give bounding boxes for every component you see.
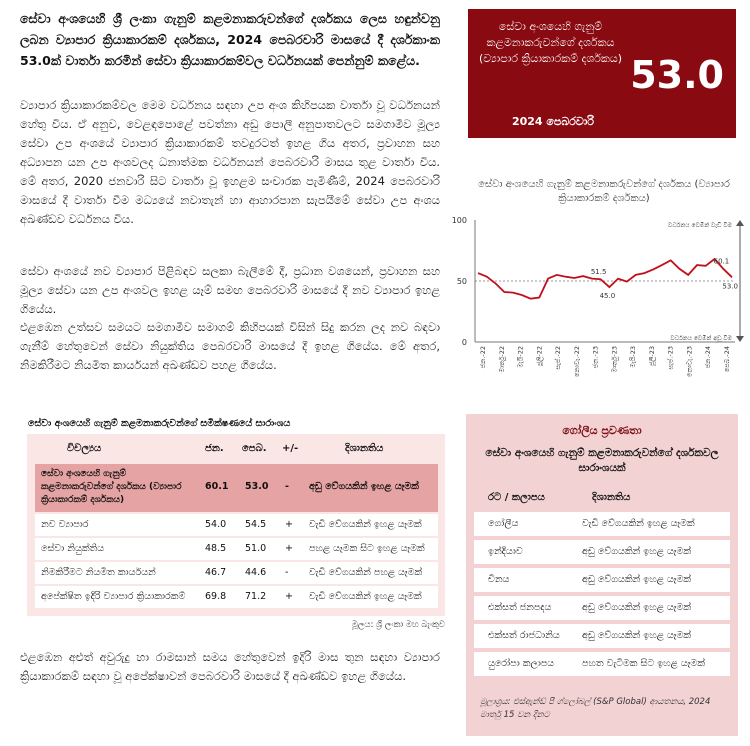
x-tick-label: ජන.-24 — [704, 346, 713, 369]
list-item — [474, 624, 730, 648]
bottom-annotation: වර්ධනය වෙමින් අඩු වීම — [670, 335, 732, 342]
x-tick-label: නොවැ.-22 — [572, 346, 581, 378]
row-change: + — [285, 519, 293, 530]
kpi-period: 2024 පෙබරවාරි — [511, 115, 595, 128]
data-label: 45.0 — [599, 292, 616, 301]
x-tick-label: සැප්.-22 — [554, 346, 563, 370]
x-tick-label: ජන.-22 — [479, 346, 487, 369]
global-trends-title: ගෝලීය ප්‍රවණතා — [562, 424, 642, 437]
data-label: 51.5 — [590, 268, 607, 277]
region-trend: අඩු වේගයකින් ඉහළ යෑමක් — [582, 574, 691, 585]
paragraph-4: එළඹෙන අළුත් අවුරුදු හා රාමසාන් සමය හේතුවෙන් ඉදිරි මාස තුන සඳහා ව්‍යාපාර ක්‍රියාකාරකම් සඳහා වූ අපේක්ෂාවන් පෙබරවාරි මාසයේ දී අඛණ්ඩව ඉහළ ගියේය. — [20, 650, 440, 683]
x-tick-label: ජූලි-22 — [535, 346, 544, 366]
header-trend: දිශානතිය — [345, 443, 384, 454]
region-name: ගෝලීය — [488, 518, 519, 529]
summary-table-header — [27, 434, 445, 464]
summary-table-caption: සේවා අංශයෙහි ගැනුම් කළමනාකරුවන්ගේ සමීක්ෂණයේ සාරාංශය — [28, 418, 291, 429]
table-row — [35, 464, 438, 512]
table-row — [35, 514, 438, 536]
row-name: සේවා අංශයෙහි ගැනුම් කළමනාකරුවන්ගේ දර්ශකය (ව්‍යාපාර ක්‍රියාකාරකම් දර්ශකය) — [41, 469, 182, 505]
y-tick-label: 100 — [451, 216, 467, 225]
header-region: රට / කලාපය — [488, 492, 545, 503]
list-item — [474, 652, 730, 676]
summary-table — [27, 434, 445, 616]
region-trend: අඩු වේගයකින් ඉහළ යෑමක් — [582, 630, 691, 641]
paragraph-1: ව්‍යාපාර ක්‍රියාකාරකම්වල මෙම වර්ධනය සඳහා උප අංශ කිහිපයක වාර්තා වූ වර්ධනයන් හේතු විය. ඒ අනුව, වෙළඳපොළේ පවත්නා අඩු පොලී අනුපාතවලට සමගාමීව මූල්‍ය සේවා උප අංශයේ ව්‍යාපාර ක්‍රියාකාරකම් තවදුරටත් ඉහළ ගිය අතර, ප්‍රවාහන සහ අධ්‍යාපන යන උප අංශවලද ධනාත්මක වර්ධනයන් පෙබරවාරි මාසය තුළ වාර්තා විය. මේ අතර, 2020 ජනවාරි සිට වාර්තා වූ ඉහළම සංචාරක පැමිණීම්, 2024 පෙබරවාරි මාසයේ දී වාර්තා වීම මධ්‍යයේ නවාතැන් හා ආහාරපාන සැපයීමේ සේවා උප අංශය අඛණ්ඩව වර්ධනය විය. — [20, 98, 440, 226]
row-trend: අඩු වේගයකින් ඉහළ යෑමක් — [309, 481, 419, 492]
row-feb: 51.0 — [245, 543, 267, 554]
row-name: නව ව්‍යාපාර — [41, 519, 89, 530]
region-trend: පහත වැටීමක සිට ඉහළ යෑමක් — [582, 658, 705, 669]
global-trends-header — [474, 486, 730, 510]
top-annotation: වර්ධනය වෙමින් වැඩි වීම — [668, 222, 732, 229]
region-name: චීනය — [488, 574, 510, 585]
row-trend: වැඩි වේගයකින් ඉහළ යෑමක් — [309, 591, 422, 602]
header-feb: පෙබ. — [242, 443, 267, 454]
row-feb: 71.2 — [245, 591, 267, 602]
list-item — [474, 568, 730, 592]
global-trends-panel — [466, 414, 738, 736]
row-trend: වැඩි වේගයකින් ඉහළ යෑමක් — [309, 519, 422, 530]
row-name: නිමකිරීමට නියමිත කාර්යයන් — [41, 567, 156, 578]
row-change: - — [285, 567, 289, 578]
up-arrow-icon — [736, 220, 744, 226]
headline: සේවා අංශයෙහි ශ්‍රී ලංකා ගැනුම් කළමනාකරුවන්ගේ දර්ශකය ලෙස හඳුන්වනු ලබන ව්‍යාපාර ක්‍රියාකාරකම් දර්ශකය, 2024 පෙබරවාරි මාසයේ දී දර්ශකාංක 53.0ක් වාර්තා කරමින් සේවා ක්‍රියාකාරකම්වල වර්ධනයක් පෙන්නුම් කළේය. — [20, 11, 440, 68]
list-item — [474, 540, 730, 564]
paragraph-3: එළඹෙන උත්සව සමයට සමගාමීව සමාගම් කිහිපයක් විසින් සිදු කරන ලද නව බඳවා ගැනීම් හේතුවෙන් සේවා නියුක්තිය පෙබරවාරි මාසයේ දී ඉහළ ගියේය. මේ අතර, නිමකිරීමට නියමිත කාර්යයන් අඛණ්ඩව පහළ ගියේය. — [20, 320, 440, 372]
pmi-line-chart — [440, 212, 745, 382]
region-name: ඉන්දියාව — [488, 546, 523, 557]
chart-title: සේවා අංශයෙහි ගැනුම් කළමනාකරුවන්ගේ දර්ශකය (ව්‍යාපාර ක්‍රියාකාරකම් දර්ශකය) — [478, 179, 730, 204]
row-change: + — [285, 591, 293, 602]
region-name: යුරෝපා කලාපය — [488, 658, 555, 669]
row-name: සේවා නියුක්තිය — [41, 543, 105, 554]
header-variable: විචල්‍යය — [67, 443, 102, 454]
header-change: +/- — [282, 443, 299, 454]
kpi-label: සේවා අංශයෙහි ගැනුම් කළමනාකරුවන්ගේ දර්ශකය (ව්‍යාපාර ක්‍රියාකාරකම් දර්ශකය) — [478, 20, 622, 65]
kpi-value: 53.0 — [630, 53, 724, 97]
x-tick-label: මැයි-22 — [516, 346, 525, 368]
x-tick-label: ජූලි-23 — [647, 346, 656, 366]
x-tick-label: පෙබ.-24 — [723, 346, 731, 373]
y-tick-label: 50 — [456, 277, 467, 286]
row-change: - — [285, 481, 289, 492]
list-item — [474, 596, 730, 620]
summary-table-source: මූලය: ශ්‍රී ලංකා මහ බැංකුව — [351, 620, 445, 630]
x-tick-label: මාර්තු-22 — [497, 346, 506, 373]
row-jan: 54.0 — [205, 519, 227, 530]
table-row — [35, 538, 438, 560]
region-trend: අඩු වේගයකින් ඉහළ යෑමක් — [582, 546, 691, 557]
global-trends-subtitle: සේවා අංශයෙහි ගැනුම් කළමනාකරුවන්ගේ දර්ශකවල සාරාංශයක් — [485, 447, 719, 474]
row-trend: වැඩි වේගයකින් පහළ යෑමක් — [309, 567, 423, 578]
row-name: අපේක්ෂිත ඉදිරි ව්‍යාපාර ක්‍රියාකාරකම් — [41, 591, 186, 602]
region-name: එක්සත් රාජධානිය — [488, 630, 560, 641]
data-label: 60.1 — [713, 257, 730, 266]
paragraph-2: සේවා අංශයේ නව ව්‍යාපාර පිළිබඳව සලකා බැලීමේ දී, ප්‍රධාන වශයෙන්, ප්‍රවාහන සහ මූල්‍ය සේවා යන උප අංශවල ඉහළ යෑම් සමඟ පෙබරවාරි මාසයේ දී නව ව්‍යාපාර ඉහළ ගියේය. — [20, 264, 440, 316]
list-item — [474, 512, 730, 536]
row-feb: 54.5 — [245, 519, 267, 530]
row-jan: 69.8 — [205, 591, 227, 602]
y-tick-label: 0 — [461, 338, 467, 347]
x-tick-label: මාර්තු-23 — [610, 346, 619, 373]
x-tick-label: මැයි-23 — [629, 346, 638, 368]
region-trend: අඩු වේගයකින් ඉහළ යෑමක් — [582, 602, 691, 613]
x-tick-label: නොවැ.-23 — [685, 346, 694, 378]
row-jan: 46.7 — [205, 567, 227, 578]
header-direction: දිශානතිය — [592, 492, 631, 503]
data-label: 53.0 — [722, 282, 738, 291]
pmi-kpi-box — [468, 9, 736, 138]
x-tick-label: ජන.-23 — [591, 346, 600, 369]
row-trend: පහළ යෑමක සිට ඉහළ යෑමක් — [309, 543, 425, 554]
global-trends-source: මූලාශ්‍රය: එස්ඇන්ඩ් පී ග්ලෝබල් (S&P Global) ආයතනය, 2024 මාර්තු 15 වන දිනට — [480, 697, 711, 720]
down-arrow-icon — [736, 336, 744, 342]
region-name: එක්සත් ජනපදය — [488, 602, 552, 613]
x-tick-label: සැප්.-23 — [666, 346, 675, 370]
header-jan: ජන. — [205, 443, 224, 454]
row-feb: 44.6 — [245, 567, 267, 578]
region-trend: වැඩි වේගයකින් ඉහළ යෑමක් — [582, 518, 695, 529]
table-row — [35, 562, 438, 584]
row-change: + — [285, 543, 293, 554]
row-jan: 48.5 — [205, 543, 227, 554]
row-feb: 53.0 — [245, 481, 269, 492]
row-jan: 60.1 — [205, 481, 229, 492]
table-row — [35, 586, 438, 608]
